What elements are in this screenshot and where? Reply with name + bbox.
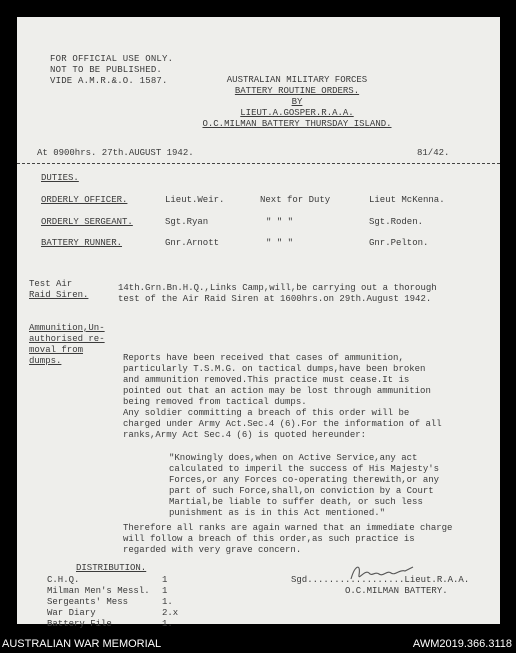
- distribution-name: Sergeants' Mess: [47, 597, 129, 607]
- ammunition-label-line: moval from: [29, 345, 84, 355]
- paragraph-line: will follow a breach of this order,as such practice is: [123, 534, 415, 544]
- classification-line: VIDE A.M.R.&.O. 1587.: [50, 76, 168, 86]
- distribution-name: Milman Men's Messl.: [47, 586, 150, 596]
- army-act-quote: [169, 453, 439, 519]
- siren-label-line: Raid Siren.: [29, 290, 89, 300]
- footer-bar: [0, 636, 516, 653]
- heading-line: AUSTRALIAN MILITARY FORCES: [226, 75, 368, 85]
- distribution-item: [47, 608, 150, 619]
- quote-line: punishment as is in this Act mentioned.": [169, 508, 386, 518]
- signature-line: O.C.MILMAN BATTERY.: [345, 586, 448, 596]
- distribution-item: [47, 586, 150, 597]
- ditto-marks: " " ": [266, 238, 294, 248]
- next-for-duty-label: Next for Duty: [260, 195, 331, 205]
- heading-line: O.C.MILMAN BATTERY THURSDAY ISLAND.: [202, 119, 392, 129]
- ditto-marks: " " ": [266, 217, 294, 227]
- distribution-name: War Diary: [47, 608, 96, 618]
- signature-line: Sgd..................Lieut.R.A.A.: [291, 575, 470, 585]
- distribution-qty: 1.: [162, 619, 173, 629]
- paragraph-line: particularly T.S.M.G. on tactical dumps,have been broken: [123, 364, 426, 374]
- distribution-list: [47, 575, 150, 630]
- siren-label-line: Test Air: [29, 279, 73, 289]
- siren-label: [29, 279, 88, 301]
- duty-next: Sgt.Roden.: [369, 217, 424, 227]
- duty-role: ORDERLY OFFICER.: [41, 195, 128, 205]
- paragraph-line: Reports have been received that cases of ammunition,: [123, 353, 404, 363]
- footer-accession-number: AWM2019.366.3118: [412, 638, 512, 650]
- quote-line: calculated to imperil the success of His Majesty's: [169, 464, 440, 474]
- duty-next: Lieut McKenna.: [369, 195, 445, 205]
- issue-date: At 0900hrs. 27th.AUGUST 1942.: [37, 148, 194, 158]
- quote-line: "Knowingly does,when on Active Service,any act: [169, 453, 418, 463]
- quote-line: part of such Force,shall,on conviction by a Court: [169, 486, 434, 496]
- paragraph-line: regarded with very grave concern.: [123, 545, 302, 555]
- quote-line: Martial,be liable to suffer death, or such less: [169, 497, 423, 507]
- distribution-qty: 1: [162, 586, 168, 596]
- distribution-qty: 2.x: [162, 608, 179, 618]
- heading-line: BATTERY ROUTINE ORDERS.: [234, 86, 360, 96]
- orders-heading: [177, 75, 417, 130]
- divider: [17, 163, 500, 164]
- distribution-item: [47, 619, 150, 630]
- duty-current: Gnr.Arnott: [165, 238, 220, 248]
- ammunition-label: [29, 323, 105, 367]
- ammunition-label-line: dumps.: [29, 356, 62, 366]
- classification-block: [50, 54, 173, 87]
- paragraph-line: Any soldier committing a breach of this order will be: [123, 408, 410, 418]
- distribution-name: C.H.Q.: [47, 575, 80, 585]
- quote-line: Forces,or any Forces co-operating therewith,or any: [169, 475, 440, 485]
- paragraph-line: pointed out that an action may be lost through ammunition: [123, 386, 431, 396]
- paragraph-line: charged under Army Act.Sec.4 (6).For the information of all: [123, 419, 442, 429]
- paragraph-line: being removed from tactical dumps.: [123, 397, 307, 407]
- classification-line: NOT TO BE PUBLISHED.: [50, 65, 163, 75]
- heading-line: LIEUT.A.GOSPER.R.A.A.: [240, 108, 354, 118]
- ammunition-label-line: Ammunition,Un-: [29, 323, 105, 333]
- signature-block: [291, 575, 469, 597]
- distribution-name: Battery File: [47, 619, 112, 629]
- duty-current: Lieut.Weir.: [165, 195, 225, 205]
- document-page: [17, 17, 500, 629]
- heading-line: BY: [291, 97, 303, 107]
- ammunition-label-line: authorised re-: [29, 334, 105, 344]
- siren-text-line: test of the Air Raid Siren at 1600hrs.on 29th.August 1942.: [118, 294, 432, 304]
- distribution-title: DISTRIBUTION.: [76, 563, 147, 573]
- paragraph-line: and ammunition removed.This practice must cease.It is: [123, 375, 410, 385]
- distribution-quantities: [162, 575, 178, 630]
- order-number: 81/42.: [417, 148, 450, 158]
- paragraph-line: ranks,Army Act Sec.4 (6) is quoted hereunder:: [123, 430, 367, 440]
- ammunition-paragraph-1: [123, 353, 442, 441]
- siren-text: [118, 283, 437, 305]
- duty-current: Sgt.Ryan: [165, 217, 209, 227]
- ammunition-paragraph-2: [123, 523, 452, 556]
- paragraph-line: Therefore all ranks are again warned that an immediate charge: [123, 523, 453, 533]
- classification-line: FOR OFFICIAL USE ONLY.: [50, 54, 174, 64]
- duty-role: BATTERY RUNNER.: [41, 238, 123, 248]
- duty-next: Gnr.Pelton.: [369, 238, 429, 248]
- distribution-qty: 1.: [162, 597, 173, 607]
- siren-text-line: 14th.Grn.Bn.H.Q.,Links Camp,will,be carrying out a thorough: [118, 283, 437, 293]
- distribution-item: [47, 597, 150, 608]
- footer-credit: AUSTRALIAN WAR MEMORIAL: [2, 638, 162, 650]
- distribution-qty: 1: [162, 575, 168, 585]
- distribution-item: [47, 575, 150, 586]
- duty-role: ORDERLY SERGEANT.: [41, 217, 133, 227]
- duties-title: DUTIES.: [41, 173, 79, 183]
